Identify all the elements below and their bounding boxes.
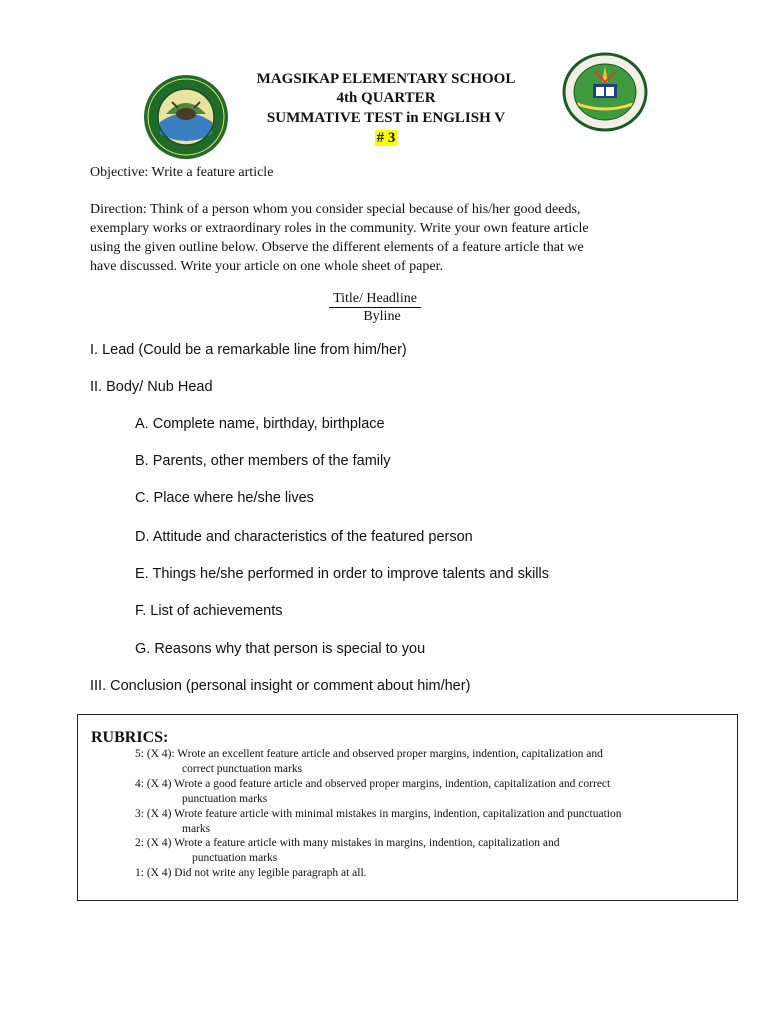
test-title: SUMMATIVE TEST in ENGLISH V <box>266 110 506 126</box>
rubric-line: 5: (X 4): Wrote an excellent feature article and observed proper margins, indention, capitalization and <box>135 748 603 760</box>
outline-item: G. Reasons why that person is special to you <box>135 641 426 657</box>
quarter-label: 4th QUARTER <box>336 90 436 106</box>
rubric-item <box>135 807 695 836</box>
rubric-line: correct punctuation marks <box>182 762 303 775</box>
outline-item: F. List of achievements <box>135 603 283 619</box>
rubric-line: 3: (X 4) Wrote feature article with minimal mistakes in margins, indention, capitalization and punctuation <box>135 808 622 820</box>
test-number-wrap <box>0 129 768 148</box>
rubric-line: punctuation marks <box>192 851 278 864</box>
outline-conclusion: III. Conclusion (personal insight or comment about him/her) <box>90 678 471 694</box>
outline-item: C. Place where he/she lives <box>135 490 314 506</box>
direction-line: using the given outline below. Observe the different elements of a feature article that we <box>90 240 584 255</box>
rubric-item <box>135 866 695 881</box>
direction-line: exemplary works or extraordinary roles in the community. Write your own feature article <box>90 221 589 236</box>
rubric-item <box>135 747 695 776</box>
objective-text: Objective: Write a feature article <box>90 165 274 180</box>
title-headline-block <box>310 290 440 325</box>
outline-item: B. Parents, other members of the family <box>135 453 391 469</box>
byline: Byline <box>363 309 401 324</box>
outline-item: A. Complete name, birthday, birthplace <box>135 416 385 432</box>
rubric-line: 2: (X 4) Wrote a feature article with many mistakes in margins, indention, capitalization and <box>135 837 560 849</box>
rubric-line: 1: (X 4) Did not write any legible paragraph at all. <box>135 867 367 879</box>
rubric-item <box>135 836 695 865</box>
outline-lead: I. Lead (Could be a remarkable line from him/her) <box>90 342 407 358</box>
rubric-line: 4: (X 4) Wrote a good feature article and observed proper margins, indention, capitalization and correct <box>135 778 611 790</box>
test-number: # 3 <box>376 130 396 146</box>
direction-line: have discussed. Write your article on one whole sheet of paper. <box>90 259 443 274</box>
school-name: MAGSIKAP ELEMENTARY SCHOOL <box>256 71 516 87</box>
rubrics-title: RUBRICS: <box>91 729 169 746</box>
outline-body: II. Body/ Nub Head <box>90 379 213 395</box>
outline-item: E. Things he/she performed in order to improve talents and skills <box>135 566 549 582</box>
title-headline: Title/ Headline <box>329 290 421 308</box>
rubric-line: marks <box>182 822 211 835</box>
direction-line: Direction: Think of a person whom you consider special because of his/her good deeds, <box>90 202 581 217</box>
rubric-item <box>135 777 695 806</box>
rubrics-box <box>77 714 738 901</box>
rubric-line: punctuation marks <box>182 792 268 805</box>
outline-item: D. Attitude and characteristics of the featured person <box>135 529 473 545</box>
direction-paragraph <box>90 200 690 276</box>
